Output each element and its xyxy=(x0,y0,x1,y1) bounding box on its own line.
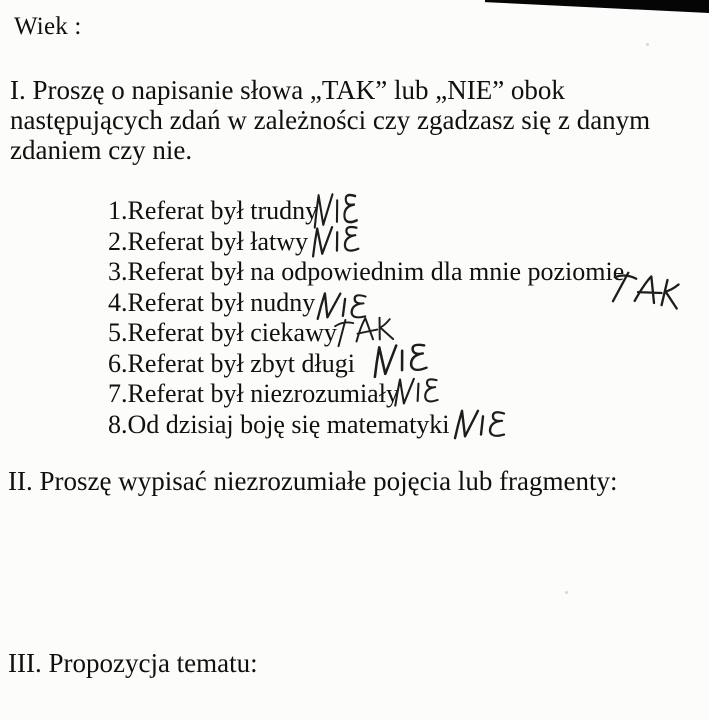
survey-item xyxy=(108,410,624,441)
item-text: Referat był łatwy xyxy=(127,226,308,256)
section-2-heading: II. Proszę wypisać niezrozumiałe pojęcia lub fragmenty: xyxy=(8,466,618,496)
item-number: 6. xyxy=(108,348,128,378)
survey-item xyxy=(108,257,624,288)
item-text: Referat był trudny xyxy=(127,196,319,225)
instruction-line: zdaniem czy nie. xyxy=(10,135,193,165)
handwritten-answer-nie xyxy=(391,375,445,409)
item-number: 5. xyxy=(108,318,128,347)
item-number: 1. xyxy=(108,196,128,225)
scan-edge-artifact xyxy=(485,0,709,13)
instruction-line: następujących zdań w zależności czy zgadzasz się z danym xyxy=(10,105,651,135)
section-3-heading: III. Propozycja tematu: xyxy=(8,648,258,678)
handwritten-answer-nie xyxy=(368,339,435,380)
item-number: 4. xyxy=(108,287,128,317)
item-text: Referat był na odpowiednim dla mnie poziomie xyxy=(127,257,625,286)
item-number: 3. xyxy=(108,257,128,286)
handwritten-answer-nie xyxy=(308,222,367,260)
survey-item xyxy=(108,349,624,380)
survey-item xyxy=(108,379,624,410)
handwritten-answer-nie xyxy=(452,408,512,441)
scan-speckle xyxy=(646,43,649,46)
section-1-instruction xyxy=(10,75,650,165)
item-number: 7. xyxy=(108,379,128,408)
item-text: Referat był zbyt długi xyxy=(127,348,355,378)
item-number: 8. xyxy=(108,409,128,439)
survey-item xyxy=(108,196,624,227)
item-number: 2. xyxy=(108,226,128,256)
age-label: Wiek : xyxy=(14,13,82,40)
scan-speckle xyxy=(565,591,568,594)
item-text: Referat był ciekawy xyxy=(127,318,337,347)
item-text: Referat był nudny xyxy=(127,287,316,317)
instruction-line: I. Proszę o napisanie słowa „TAK” lub „NIE” obok xyxy=(10,75,565,105)
item-text: Od dzisiaj boję się matematyki xyxy=(127,409,450,439)
item-text: Referat był niezrozumiały xyxy=(127,379,399,408)
